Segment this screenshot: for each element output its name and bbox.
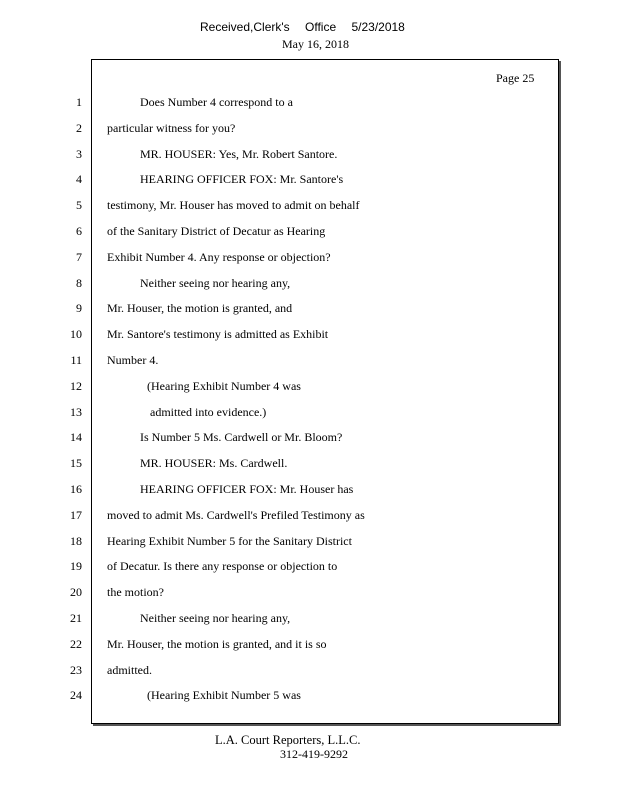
line-number: 12	[70, 378, 82, 393]
line-number: 19	[70, 559, 82, 574]
footer-company: L.A. Court Reporters, L.L.C.	[215, 733, 361, 747]
transcript-line-text: of Decatur. Is there any response or objection to	[107, 559, 338, 574]
transcript-line-text: Mr. Santore's testimony is admitted as Exhibit	[107, 327, 329, 342]
transcript-line-text: Hearing Exhibit Number 5 for the Sanitary District	[107, 533, 352, 548]
transcript-line-text: (Hearing Exhibit Number 4 was	[147, 378, 301, 393]
stamp-office: Office	[305, 20, 337, 34]
line-number: 15	[70, 456, 82, 471]
line-number: 20	[70, 585, 82, 600]
received-stamp	[200, 20, 405, 34]
line-number: 8	[76, 275, 82, 290]
line-number: 6	[76, 224, 82, 238]
line-number: 18	[70, 533, 82, 548]
transcript-line-text: Is Number 5 Ms. Cardwell or Mr. Bloom?	[140, 430, 343, 445]
transcript-line-text: Mr. Houser, the motion is granted, and	[107, 301, 293, 316]
transcript-line-text: Neither seeing nor hearing any,	[140, 611, 291, 625]
transcript-line-text: of the Sanitary District of Decatur as Hearing	[107, 224, 326, 238]
page-number: Page 25	[496, 71, 535, 85]
line-number: 24	[70, 688, 82, 703]
transcript-line-text: Neither seeing nor hearing any,	[140, 275, 291, 290]
transcript-line-text: moved to admit Ms. Cardwell's Prefiled Testimony as	[107, 507, 365, 522]
transcript-line-text: HEARING OFFICER FOX: Mr. Santore's	[140, 172, 344, 187]
stamp-date: 5/23/2018	[351, 20, 405, 34]
line-number: 17	[70, 507, 82, 522]
line-number: 14	[70, 430, 82, 445]
line-number: 3	[76, 146, 82, 161]
line-number: 23	[70, 662, 82, 677]
line-number: 22	[70, 636, 82, 651]
transcript-line-text: (Hearing Exhibit Number 5 was	[147, 688, 301, 703]
line-number: 10	[70, 327, 82, 342]
line-number: 21	[70, 611, 82, 625]
transcript-line-text: Number 4.	[107, 353, 159, 367]
transcript-line-text: the motion?	[107, 585, 164, 600]
transcript-line-text: Mr. Houser, the motion is granted, and it is so	[107, 636, 327, 651]
stamp-received: Received,Clerk's	[200, 20, 290, 34]
transcript-line-text: testimony, Mr. Houser has moved to admit on behalf	[107, 198, 360, 213]
line-number: 9	[76, 301, 82, 316]
hearing-date: May 16, 2018	[282, 37, 349, 51]
line-number: 16	[70, 482, 82, 496]
transcript-line-text: particular witness for you?	[107, 120, 236, 135]
line-number: 7	[76, 249, 82, 264]
line-number: 1	[76, 95, 82, 109]
transcript-line-text: Does Number 4 correspond to a	[140, 95, 293, 109]
transcript-line-text: admitted into evidence.)	[150, 404, 267, 419]
transcript-line-text: admitted.	[107, 662, 152, 677]
line-number: 13	[70, 404, 82, 419]
line-number: 2	[76, 120, 82, 135]
footer-phone: 312-419-9292	[280, 747, 348, 761]
transcript-line-text: Exhibit Number 4. Any response or objection?	[107, 249, 331, 264]
line-number: 11	[70, 353, 82, 367]
transcript-line-text: HEARING OFFICER FOX: Mr. Houser has	[140, 482, 354, 496]
line-number: 4	[76, 172, 82, 187]
transcript-line-text: MR. HOUSER: Yes, Mr. Robert Santore.	[140, 146, 338, 161]
line-number: 5	[76, 198, 82, 213]
transcript-line-text: MR. HOUSER: Ms. Cardwell.	[140, 456, 288, 471]
